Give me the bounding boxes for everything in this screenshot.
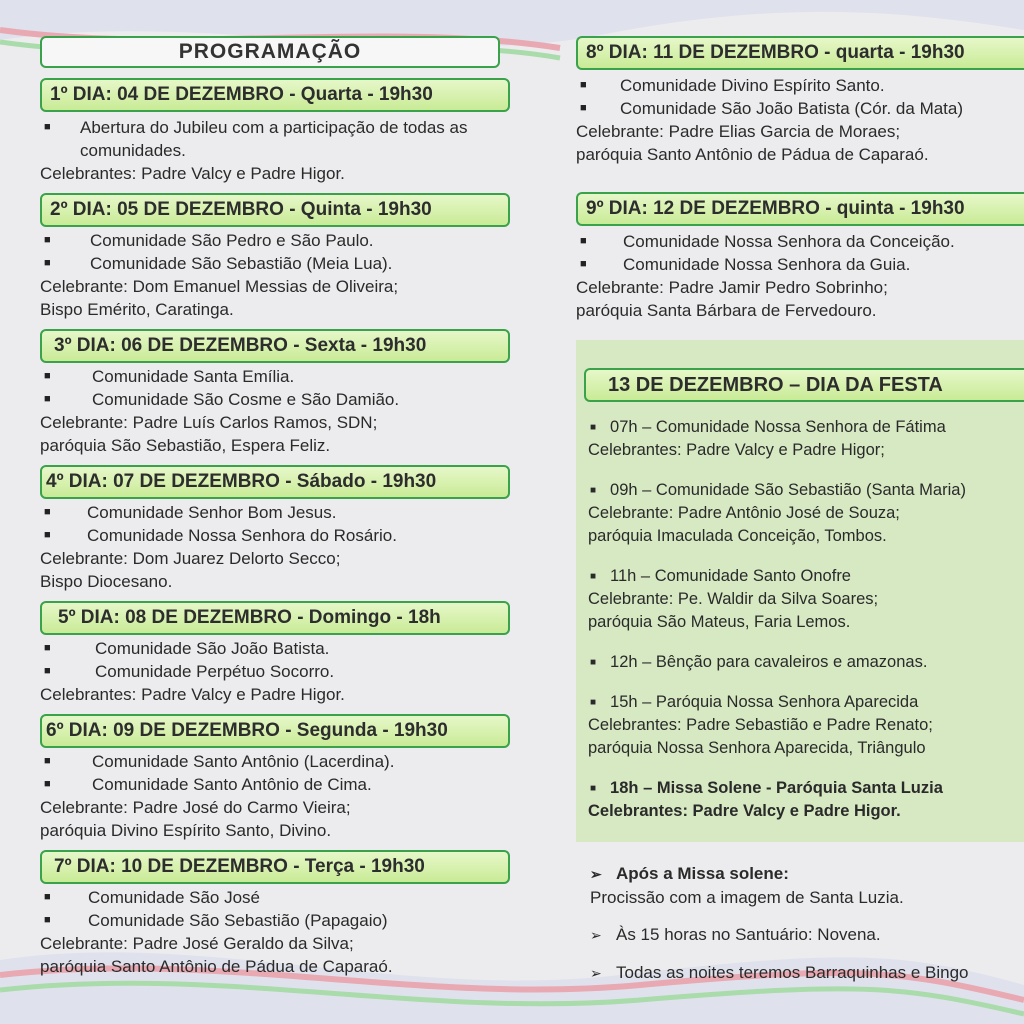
square-bullet-icon: ■ (590, 783, 597, 794)
square-bullet-icon: ■ (44, 642, 51, 654)
after-text: Às 15 horas no Santuário: Novena. (616, 925, 881, 944)
bullet-text: Comunidade Santo Antônio de Cima. (92, 775, 372, 794)
list-item (576, 97, 1024, 120)
after-section (590, 862, 1024, 985)
bullet-text: Comunidade Divino Espírito Santo. (620, 76, 885, 95)
square-bullet-icon: ■ (44, 755, 51, 767)
square-bullet-icon: ■ (590, 571, 597, 582)
list-item (40, 388, 510, 411)
square-bullet-icon: ■ (44, 506, 51, 518)
list-item (576, 253, 1024, 276)
square-bullet-icon: ■ (44, 665, 51, 677)
bullet-text: Comunidade São João Batista (Cór. da Mata) (620, 99, 964, 118)
festa-item-line: Celebrante: Padre Antônio José de Souza; (588, 504, 900, 522)
bullet-text: Comunidade Santa Emília. (92, 367, 295, 386)
square-bullet-icon: ■ (590, 697, 597, 708)
bullet-text: Comunidade Nossa Senhora da Conceição. (623, 232, 955, 251)
festa-item-line: paróquia São Mateus, Faria Lemos. (588, 613, 851, 631)
arrow-bullet-icon: ➢ (590, 866, 602, 882)
celebrant-text: paróquia Santa Bárbara de Fervedouro. (576, 301, 877, 320)
square-bullet-icon: ■ (590, 485, 597, 496)
celebrant-text: Celebrante: Padre José Geraldo da Silva; (40, 934, 354, 953)
square-bullet-icon: ■ (590, 422, 597, 433)
festa-item-title: 07h – Comunidade Nossa Senhora de Fátima (610, 418, 946, 436)
festa-item-title: 11h – Comunidade Santo Onofre (610, 567, 851, 585)
celebrant-text: Bispo Diocesano. (40, 572, 173, 591)
celebrant-text: paróquia São Sebastião, Espera Feliz. (40, 436, 331, 455)
after-title: Após a Missa solene: (616, 864, 789, 883)
festa-item-title: 12h – Bênção para cavaleiros e amazonas. (610, 653, 928, 671)
day-header: 8º DIA: 11 DE DEZEMBRO - quarta - 19h30 (576, 36, 1024, 70)
day-header: 6º DIA: 09 DE DEZEMBRO - Segunda - 19h30 (40, 714, 510, 748)
square-bullet-icon: ■ (44, 393, 51, 405)
celebrant-text: paróquia Divino Espírito Santo, Divino. (40, 821, 332, 840)
list-item (40, 252, 510, 275)
festa-item-title: 09h – Comunidade São Sebastião (Santa Maria) (610, 481, 966, 499)
bullet-text: Comunidade Nossa Senhora do Rosário. (87, 526, 397, 545)
day-6 (40, 714, 510, 842)
square-bullet-icon: ■ (580, 235, 587, 247)
day-header: 9º DIA: 12 DE DEZEMBRO - quinta - 19h30 (576, 192, 1024, 226)
list-item (40, 499, 510, 524)
festa-item (588, 691, 1024, 760)
bullet-text: Comunidade São Sebastião (Meia Lua). (90, 254, 393, 273)
bullet-text: Comunidade São Pedro e São Paulo. (90, 231, 374, 250)
festa-header: 13 DE DEZEMBRO – DIA DA FESTA (584, 368, 1024, 402)
list-item (40, 227, 510, 252)
festa-item-title: 18h – Missa Solene - Paróquia Santa Luzia (610, 779, 943, 797)
festa-item-title: 15h – Paróquia Nossa Senhora Aparecida (610, 693, 919, 711)
festa-list (588, 416, 1024, 840)
festa-item (588, 777, 1024, 823)
day-8 (576, 36, 1024, 166)
day-5 (40, 601, 510, 706)
square-bullet-icon: ■ (44, 257, 51, 269)
bullet-text: Comunidade São João Batista. (95, 639, 330, 658)
left-column (40, 36, 510, 986)
day-header: 2º DIA: 05 DE DEZEMBRO - Quinta - 19h30 (40, 193, 510, 227)
list-item (576, 226, 1024, 253)
celebrant-text: Celebrantes: Padre Valcy e Padre Higor. (40, 685, 345, 704)
list-item (40, 748, 510, 773)
square-bullet-icon: ■ (44, 234, 51, 246)
arrow-bullet-icon: ➢ (590, 927, 602, 943)
bullet-text: Comunidade São Sebastião (Papagaio) (88, 911, 388, 930)
festa-item (588, 479, 1024, 548)
celebrant-text: paróquia Santo Antônio de Pádua de Caparaó. (40, 957, 393, 976)
celebrant-text: Celebrantes: Padre Valcy e Padre Higor. (40, 164, 345, 183)
square-bullet-icon: ■ (580, 102, 587, 114)
bullet-text: Comunidade São José (88, 888, 261, 907)
after-text: Todas as noites teremos Barraquinhas e Bingo (616, 963, 969, 982)
festa-item (588, 565, 1024, 634)
list-item (40, 635, 510, 660)
list-item (40, 773, 510, 796)
day-header: 1º DIA: 04 DE DEZEMBRO - Quarta - 19h30 (40, 78, 510, 112)
bullet-text: Comunidade São Cosme e São Damião. (92, 390, 400, 409)
day-2 (40, 193, 510, 321)
page-title: PROGRAMAÇÃO (40, 36, 500, 68)
festa-item (588, 416, 1024, 462)
celebrant-text: Celebrante: Dom Juarez Delorto Secco; (40, 549, 341, 568)
festa-item-line: paróquia Imaculada Conceição, Tombos. (588, 527, 887, 545)
celebrant-text: Bispo Emérito, Caratinga. (40, 300, 234, 319)
bullet-text: Comunidade Perpétuo Socorro. (95, 662, 335, 681)
square-bullet-icon: ■ (44, 121, 51, 133)
festa-item-line: Celebrantes: Padre Sebastião e Padre Renato; (588, 716, 933, 734)
festa-panel (576, 340, 1024, 842)
arrow-bullet-icon: ➢ (590, 965, 602, 981)
festa-item-line: Celebrantes: Padre Valcy e Padre Higor; (588, 441, 885, 459)
square-bullet-icon: ■ (580, 258, 587, 270)
day-header: 5º DIA: 08 DE DEZEMBRO - Domingo - 18h (40, 601, 510, 635)
square-bullet-icon: ■ (580, 79, 587, 91)
festa-item-line: paróquia Nossa Senhora Aparecida, Triângulo (588, 739, 926, 757)
celebrant-text: Celebrante: Padre Luís Carlos Ramos, SDN; (40, 413, 378, 432)
after-text: Procissão com a imagem de Santa Luzia. (590, 888, 904, 907)
list-item (40, 660, 510, 683)
list-item (40, 363, 510, 388)
bullet-text: Abertura do Jubileu com a participação de todas as comunidades. (80, 118, 468, 160)
list-item (40, 112, 510, 162)
celebrant-text: Celebrante: Padre José do Carmo Vieira; (40, 798, 351, 817)
list-item (40, 909, 510, 932)
list-item (40, 884, 510, 909)
festa-item (588, 651, 1024, 674)
festa-item-line: Celebrante: Pe. Waldir da Silva Soares; (588, 590, 879, 608)
celebrant-text: Celebrante: Dom Emanuel Messias de Oliveira; (40, 277, 399, 296)
day-4 (40, 465, 510, 593)
celebrant-text: Celebrante: Padre Elias Garcia de Moraes; (576, 122, 901, 141)
square-bullet-icon: ■ (44, 529, 51, 541)
bullet-text: Comunidade Senhor Bom Jesus. (87, 503, 337, 522)
day-3 (40, 329, 510, 457)
celebrant-text: paróquia Santo Antônio de Pádua de Caparaó. (576, 145, 929, 164)
bullet-text: Comunidade Santo Antônio (Lacerdina). (92, 752, 395, 771)
right-column (576, 36, 1024, 330)
day-9 (576, 192, 1024, 322)
square-bullet-icon: ■ (44, 370, 51, 382)
day-header: 7º DIA: 10 DE DEZEMBRO - Terça - 19h30 (40, 850, 510, 884)
day-7 (40, 850, 510, 978)
square-bullet-icon: ■ (44, 891, 51, 903)
festa-item-line: Celebrantes: Padre Valcy e Padre Higor. (588, 802, 901, 820)
list-item (40, 524, 510, 547)
day-header: 4º DIA: 07 DE DEZEMBRO - Sábado - 19h30 (40, 465, 510, 499)
day-1 (40, 78, 510, 185)
square-bullet-icon: ■ (590, 657, 597, 668)
square-bullet-icon: ■ (44, 778, 51, 790)
list-item (576, 70, 1024, 97)
bullet-text: Comunidade Nossa Senhora da Guia. (623, 255, 911, 274)
square-bullet-icon: ■ (44, 914, 51, 926)
day-header: 3º DIA: 06 DE DEZEMBRO - Sexta - 19h30 (40, 329, 510, 363)
celebrant-text: Celebrante: Padre Jamir Pedro Sobrinho; (576, 278, 888, 297)
